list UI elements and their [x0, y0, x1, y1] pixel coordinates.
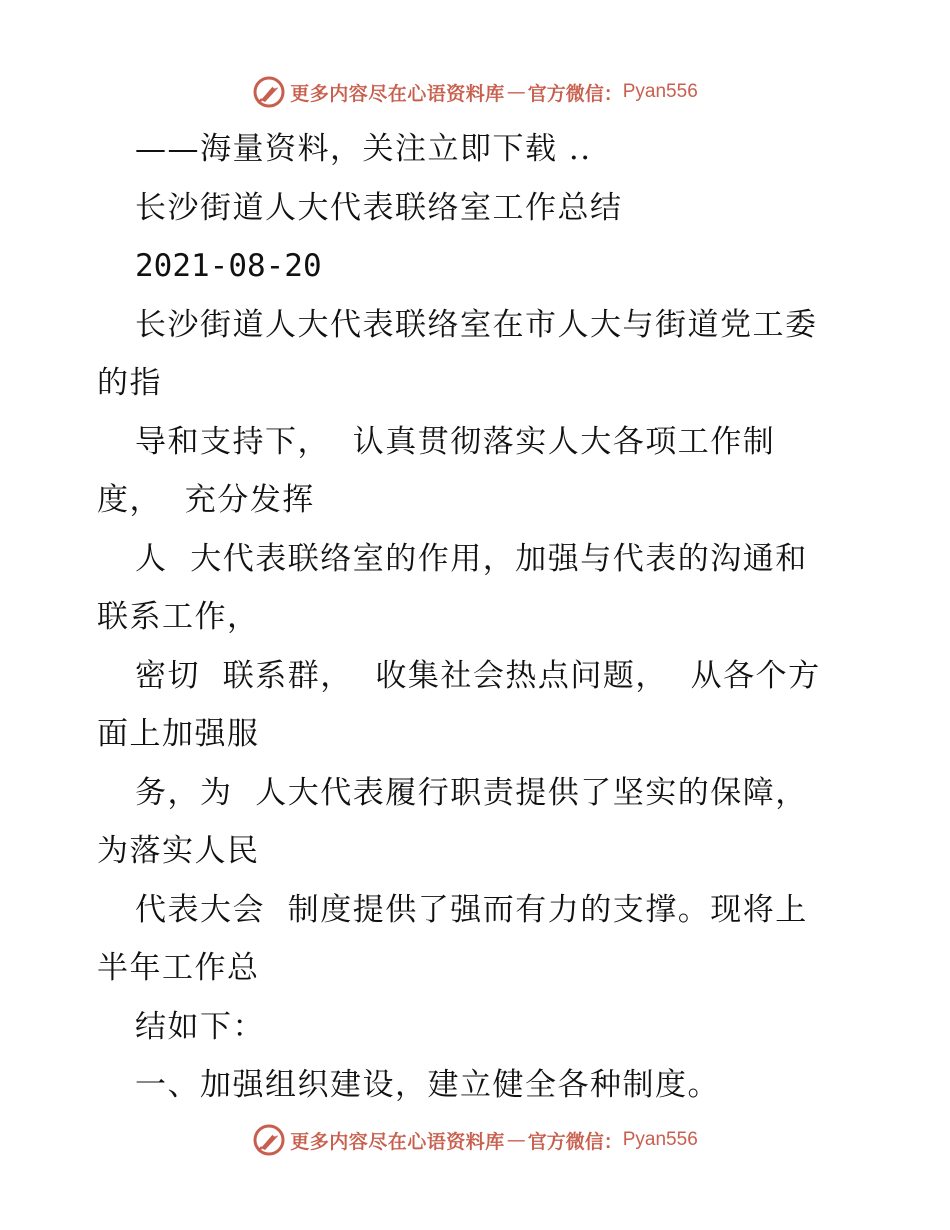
document-date: 2021-08-20: [135, 248, 322, 284]
banner-dash: —: [506, 81, 526, 103]
banner-brand-text: 更多内容尽在心语资料库: [290, 1130, 505, 1153]
document-line: 密切 联系群， 收集社会热点问题， 从各个方: [135, 657, 821, 694]
document-line: 的指: [97, 365, 162, 401]
document-title: 长沙街道人大代表联络室工作总结: [135, 189, 623, 226]
document-body: [97, 120, 857, 1115]
document-line: 导和支持下， 认真贯彻落实人大各项工作制: [135, 423, 776, 460]
banner-dash: —: [506, 1129, 526, 1151]
banner-wechat-handle: Pyan556: [622, 81, 698, 102]
document-line: 人 大代表联络室的作用，加强与代表的沟通和: [135, 540, 808, 577]
section-heading: 一、加强组织建设，建立健全各种制度。: [135, 1067, 720, 1103]
banner-official-label: 官方微信：: [527, 82, 623, 105]
document-line: 代表大会 制度提供了强而有力的支撑。现将上: [135, 891, 808, 928]
pen-nib-logo-icon: [252, 1123, 286, 1157]
document-line: 半年工作总: [97, 950, 260, 986]
banner-wechat-handle: Pyan556: [622, 1129, 698, 1150]
document-line: 结如下：: [135, 1008, 265, 1045]
pen-nib-logo-icon: [252, 75, 286, 109]
document-line: 面上加强服: [97, 716, 260, 752]
banner-brand-text: 更多内容尽在心语资料库: [290, 82, 505, 105]
document-line: 务，为 人大代表履行职责提供了坚实的保障，: [135, 774, 808, 811]
document-line: 度， 充分发挥: [97, 482, 315, 518]
document-line: 联系工作，: [97, 599, 260, 635]
banner-official-label: 官方微信：: [527, 1130, 623, 1153]
document-line: ——海量资料，关注立即下载 ..: [135, 131, 592, 167]
header-banner: [0, 72, 950, 112]
footer-banner: [0, 1120, 950, 1160]
document-line: 为落实人民: [97, 833, 260, 869]
document-line: 长沙街道人大代表联络室在市人大与街道党工委: [135, 306, 818, 343]
